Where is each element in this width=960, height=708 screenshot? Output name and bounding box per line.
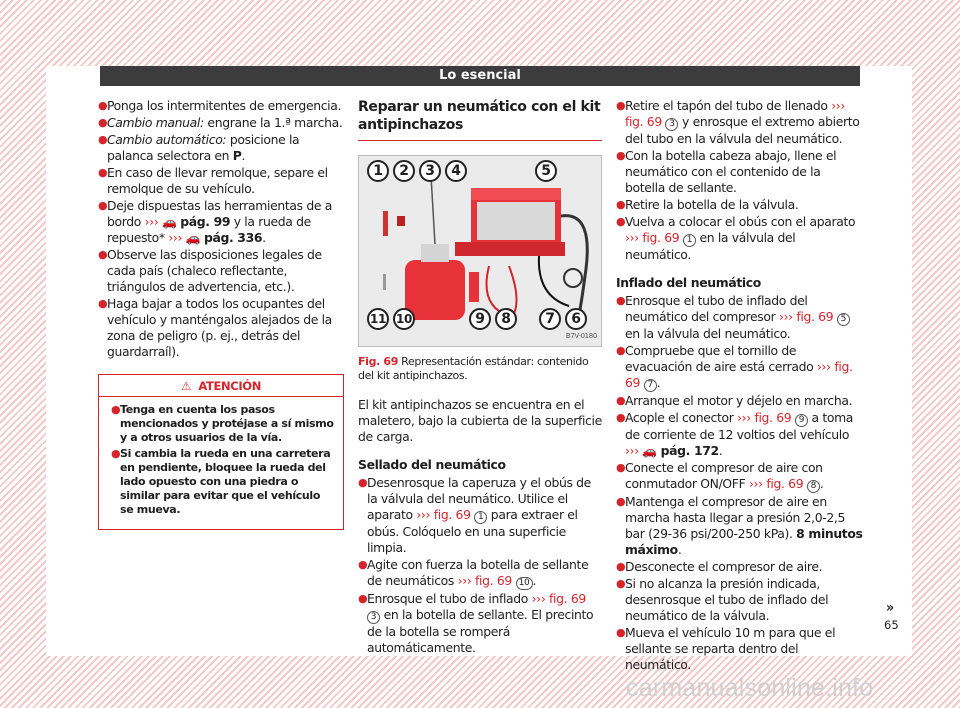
figure-ref-link[interactable]: fig. 69 bbox=[475, 573, 512, 588]
list-item: ● Enrosque el tubo de inflado del neumático del compresor ››› fig. 69 5 en la válvula del neumático. bbox=[616, 293, 864, 342]
list-item: ● Vuelva a colocar el obús con el aparato ››› fig. 69 1 en la válvula del neumático. bbox=[616, 214, 856, 262]
callout-label: 11 bbox=[367, 308, 389, 330]
callout-label: 3 bbox=[419, 160, 441, 182]
figure-code: B7V-0180 bbox=[565, 332, 597, 340]
callout-label: 7 bbox=[539, 308, 561, 330]
attention-box bbox=[98, 374, 344, 530]
column-1 bbox=[98, 98, 344, 530]
page-ref-link[interactable]: pág. 172 bbox=[660, 443, 719, 458]
list-item: ● Acople el conector ››› fig. 69 9 a toma de corriente de 12 voltios del vehículo ››› 🚗 pág. 172. bbox=[616, 410, 854, 458]
page-number: 65 bbox=[884, 618, 899, 632]
list-item: ● Desenrosque la caperuza y el obús de la válvula del neumático. Utilice el aparato ››› fig. 69 1 para extraer el obús. Colóquelo en una superficie limpia. bbox=[358, 475, 591, 555]
list-item: ● Retire el tapón del tubo de llenado ››› fig. 69 3 y enrosque el extremo abierto del tubo en la válvula del neumático. bbox=[616, 98, 860, 146]
figure-ref-link[interactable]: fig. 69 bbox=[433, 507, 471, 522]
callout-label: 5 bbox=[535, 160, 557, 182]
callout-label: 6 bbox=[565, 308, 587, 330]
figure-ref-link[interactable]: fig. 69 bbox=[625, 114, 662, 129]
continue-arrow: » bbox=[886, 600, 895, 616]
attention-item: ● Si cambia la rueda en una carretera en pendiente, bloquee la rueda del lado opuesto con una piedra o similar para evitar que el vehículo se mueva. bbox=[111, 447, 331, 516]
list-item: ● Deje dispuestas las herramientas de a bordo ››› 🚗 pág. 99 y la rueda de repuesto* ››› 🚗 pág. 336. bbox=[98, 198, 332, 245]
section-title: Reparar un neumático con el kit antipinchazos bbox=[358, 98, 602, 141]
figure-tire-repair-kit bbox=[358, 155, 602, 347]
list-item: ● Con la botella cabeza abajo, llene el neumático con el contenido de la botella de sellante. bbox=[616, 148, 837, 195]
list-item: ● Si no alcanza la presión indicada, desenrosque el tubo de inflado del neumático de la válvula. bbox=[616, 576, 829, 623]
callout-label: 2 bbox=[393, 160, 415, 182]
list-item: ● Mantenga el compresor de aire en marcha hasta llegar a presión 2,0-2,5 bar (29-36 psi/200-250 kPa). 8 minutos máximo. bbox=[616, 494, 863, 557]
list-item: ● Compruebe que el tornillo de evacuación de aire está cerrado ››› fig. 69 7 . bbox=[616, 343, 853, 390]
attention-item: ● Tenga en cuenta los pasos mencionados y protéjase a sí mismo y a otros usuarios de la vía. bbox=[111, 403, 334, 444]
callout-label: 10 bbox=[393, 308, 415, 330]
list-item: ● Desconecte el compresor de aire. bbox=[616, 559, 823, 574]
list-item: ● Cambio automático: posicione la palanca selectora en P. bbox=[98, 132, 300, 163]
subheading: Sellado del neumático bbox=[358, 457, 506, 472]
list-item: ● Ponga los intermitentes de emergencia. bbox=[98, 98, 342, 113]
list-item: ● Observe las disposiciones legales de cada país (chaleco reflectante, triángulos de advertencia, etc.). bbox=[98, 247, 322, 294]
subheading: Inflado del neumático bbox=[616, 275, 761, 290]
figure-ref-link[interactable]: fig. 69 bbox=[766, 476, 804, 491]
list-item: ● En caso de llevar remolque, separe el remolque de su vehículo. bbox=[98, 165, 328, 196]
figure-ref-link[interactable]: fig. 69 bbox=[754, 410, 792, 425]
figure-caption: Fig. 69 Representación estándar: contenido del kit antipinchazos. bbox=[358, 355, 589, 382]
list-item: ● Cambio manual: engrane la 1.ª marcha. bbox=[98, 115, 343, 130]
figure-ref-link[interactable]: fig. 69 bbox=[642, 230, 680, 245]
figure-labels bbox=[359, 156, 601, 346]
page-ref-link[interactable]: pág. 99 bbox=[180, 214, 231, 229]
section-header: Lo esencial bbox=[100, 66, 860, 86]
car-icon: 🚗 bbox=[642, 444, 658, 458]
figure-ref-link[interactable]: fig. 69 bbox=[796, 309, 834, 324]
list-item: ● Conecte el compresor de aire con conmutador ON/OFF ››› fig. 69 8 . bbox=[616, 460, 824, 491]
column-2 bbox=[358, 98, 602, 657]
list-item: ● Retire la botella de la válvula. bbox=[616, 197, 799, 212]
attention-header: ⚠ ATENCIÓN bbox=[99, 375, 343, 397]
column-3 bbox=[616, 98, 864, 674]
callout-label: 4 bbox=[445, 160, 467, 182]
callout-label: 8 bbox=[495, 308, 517, 330]
watermark: carmanualsonline.info bbox=[626, 674, 874, 702]
list-item: ● Enrosque el tubo de inflado ››› fig. 69 3 en la botella de sellante. El precinto de la botella se romperá automáticamente. bbox=[358, 591, 594, 655]
car-icon: 🚗 bbox=[185, 231, 201, 245]
callout-label: 1 bbox=[367, 160, 389, 182]
list-item: ● Arranque el motor y déjelo en marcha. bbox=[616, 393, 853, 408]
page-ref-link[interactable]: pág. 336 bbox=[203, 230, 263, 245]
car-icon: 🚗 bbox=[162, 215, 177, 229]
list-item: ● Mueva el vehículo 10 m para que el sellante se reparta dentro del neumático. bbox=[616, 625, 836, 672]
warning-icon: ⚠ bbox=[181, 379, 191, 393]
list-item: ● Haga bajar a todos los ocupantes del vehículo y manténgalos alejados de la zona de peligro (p. ej., detrás del guardarraíl). bbox=[98, 296, 332, 359]
paragraph: El kit antipinchazos se encuentra en el maletero, bajo la cubierta de la superficie de carga. bbox=[358, 397, 602, 444]
figure-ref-link[interactable]: fig. 69 bbox=[549, 591, 586, 606]
list-item: ● Agite con fuerza la botella de sellante de neumáticos ››› fig. 69 10 . bbox=[358, 557, 589, 588]
callout-label: 9 bbox=[469, 308, 491, 330]
figure-ref-link[interactable]: fig. 69 bbox=[625, 359, 853, 390]
